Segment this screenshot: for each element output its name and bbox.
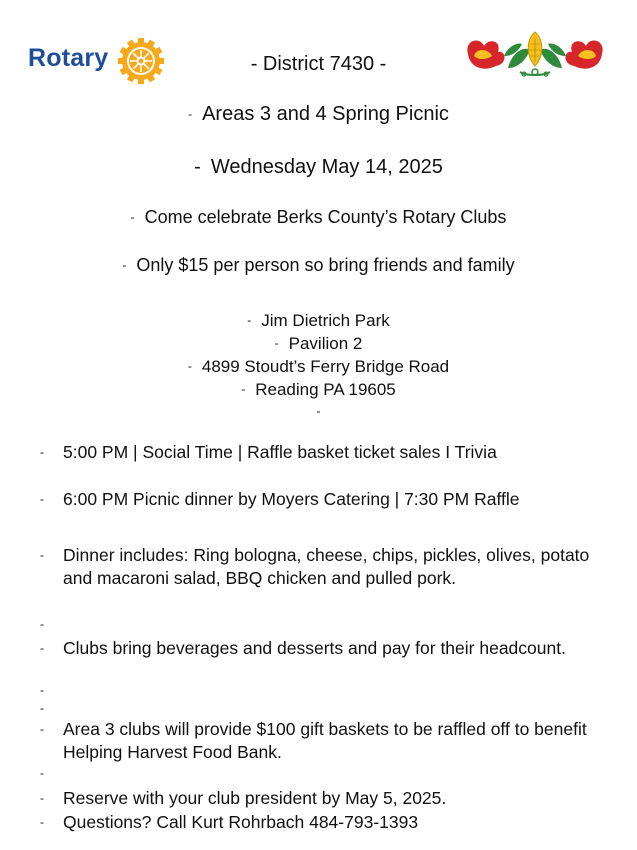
dash: - [374, 53, 387, 75]
dash: - [187, 359, 192, 373]
location-empty-dash: - [316, 404, 321, 418]
district-heading: District 7430 [262, 53, 375, 75]
questions-text: Questions? Call Kurt Rohrbach 484-793-1393 [63, 812, 419, 832]
empty-dash: - [40, 617, 44, 631]
dash: - [40, 492, 44, 506]
price-line [0, 255, 637, 276]
dash: - [130, 210, 135, 224]
dash: - [40, 445, 44, 459]
dash: - [40, 548, 44, 562]
detail-item-dinner-menu [40, 544, 610, 590]
city-state-zip: Reading PA 19605 [255, 380, 396, 399]
dash: - [188, 107, 193, 121]
dash: - [194, 156, 201, 178]
title-line [0, 103, 637, 126]
schedule-item-dinner [40, 488, 610, 511]
event-date: Wednesday May 14, 2025 [210, 156, 443, 178]
rotary-wordmark: Rotary [28, 44, 109, 72]
dinner-menu-text: Dinner includes: Ring bologna, cheese, chips, pickles, olives, potato and macaroni salad, BBQ chicken and pulled pork. [63, 545, 590, 588]
location-pavilion [0, 334, 637, 354]
detail-item-reserve [40, 787, 610, 810]
park-name: Jim Dietrich Park [261, 311, 390, 330]
reserve-text: Reserve with your club president by May 5, 2025. [63, 788, 447, 808]
schedule-dinner-text: 6:00 PM Picnic dinner by Moyers Catering | 7:30 PM Raffle [63, 489, 520, 509]
location-park [0, 311, 637, 331]
empty-dash: - [40, 683, 44, 697]
dash: - [40, 815, 44, 829]
empty-dash: - [40, 766, 44, 780]
dash: - [40, 722, 44, 736]
celebrate-text: Come celebrate Berks County’s Rotary Clubs [144, 207, 507, 227]
baskets-text: Area 3 clubs will provide $100 gift baskets to be raffled off to benefit Helping Harvest Food Bank. [63, 719, 587, 762]
celebrate-line [0, 207, 637, 228]
detail-item-baskets [40, 718, 610, 764]
location-street [0, 357, 637, 377]
dash: - [40, 641, 44, 655]
detail-item-questions [40, 811, 610, 834]
dash: - [241, 382, 246, 396]
street-address: 4899 Stoudt’s Ferry Bridge Road [201, 357, 450, 376]
detail-item-beverages [40, 637, 610, 660]
event-title: Areas 3 and 4 Spring Picnic [202, 103, 449, 125]
dash: - [274, 336, 279, 350]
pavilion-name: Pavilion 2 [288, 334, 363, 353]
schedule-social-text: 5:00 PM | Social Time | Raffle basket ticket sales I Trivia [63, 442, 497, 462]
schedule-item-social [40, 441, 610, 464]
empty-dash: - [40, 701, 44, 715]
dash: - [250, 53, 263, 75]
district-line [0, 53, 637, 76]
beverages-text: Clubs bring beverages and desserts and pay for their headcount. [63, 638, 566, 658]
date-line [0, 156, 637, 179]
dash: - [122, 258, 127, 272]
dash: - [40, 791, 44, 805]
dash: - [247, 313, 252, 327]
location-city [0, 380, 637, 400]
price-text: Only $15 per person so bring friends and family [136, 255, 515, 275]
